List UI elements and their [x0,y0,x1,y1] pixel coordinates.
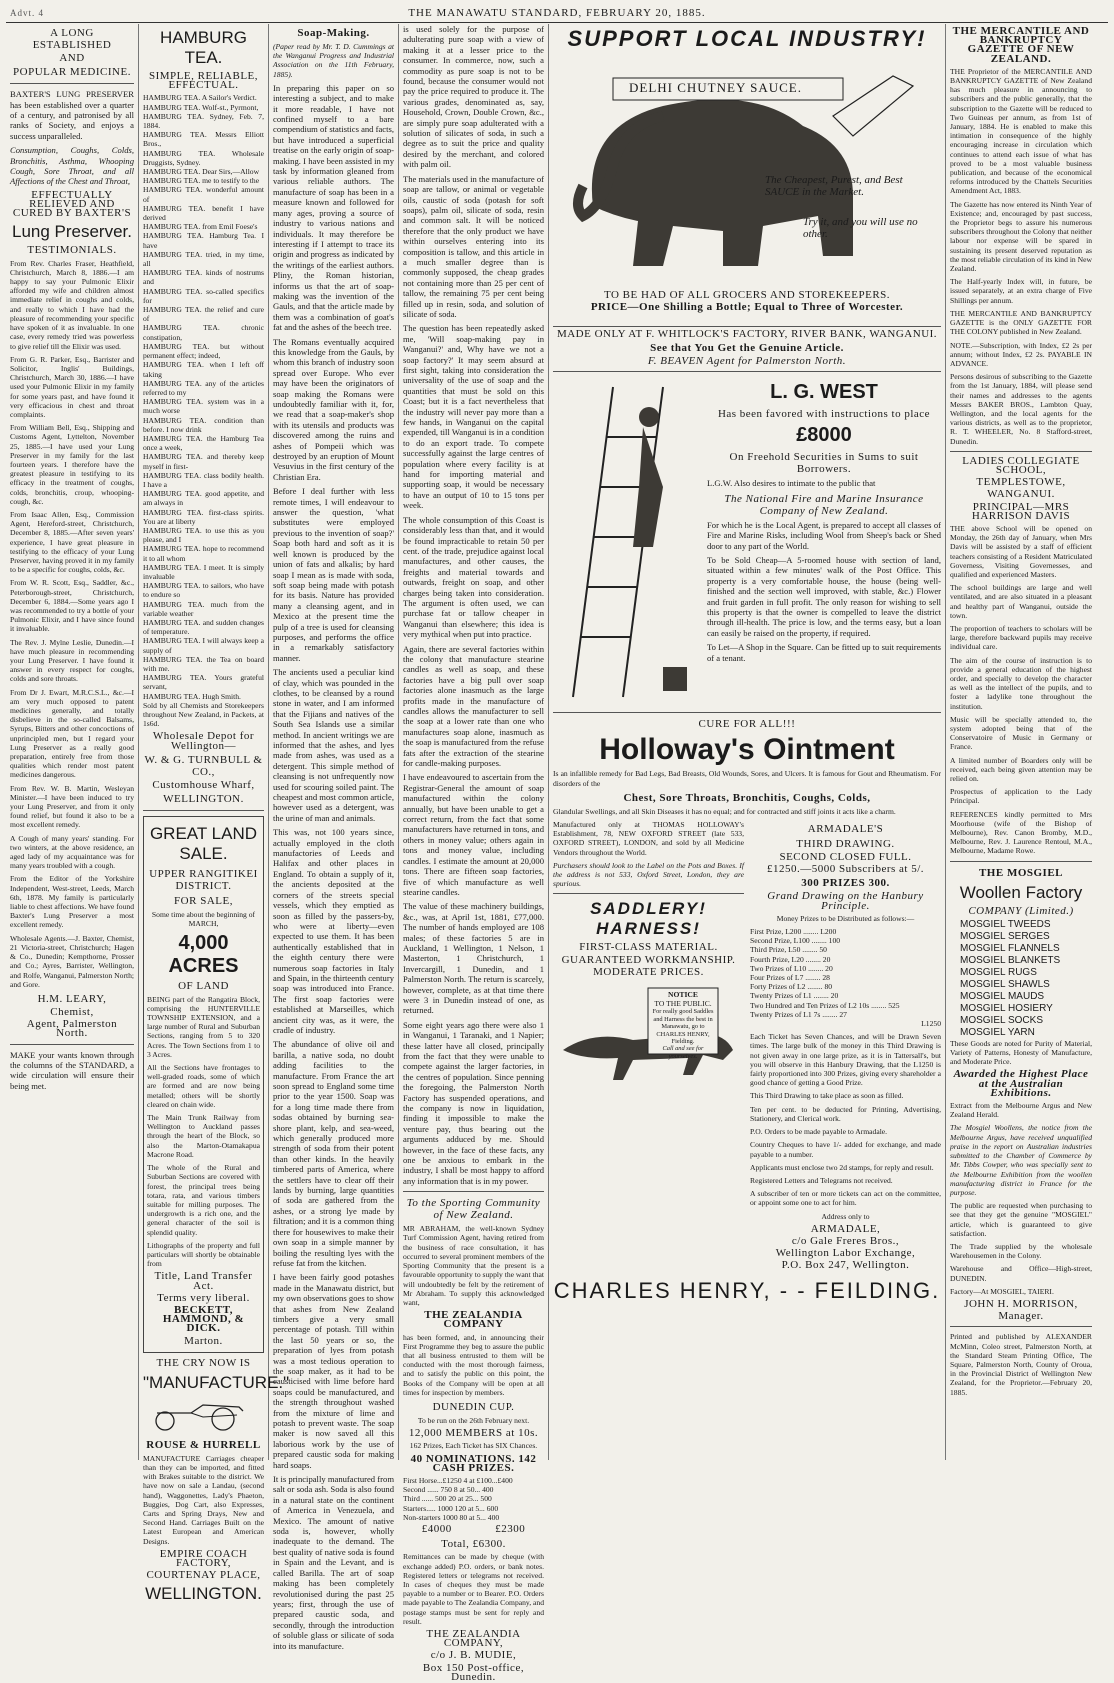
paragraph: has been formed, and, in announcing their First Programme they beg to assure the public that all business entrusted to them will be conducted with the most thorough fairness, and to satisfy the public on this point, the Books of the Company will be open at all times for inspection by members. [403,1332,544,1397]
west-text [703,377,941,707]
list-item: MOSGIEL MAUDS [960,990,1045,1002]
paragraph: Persons desirous of subscribing to the Gazette from the 1st January, 1884, will please send their names and addresses to the agents Messrs BAKER BROS., Lambton Quay, Wellington, and the local agents for the various districts, as well as to the proprietor, R. T. WHEELER, No. 8 Stafford-street, Dunedin. [950,372,1092,446]
heading: Chest, Sore Throats, Bronchitis, Coughs, Colds, [623,791,871,804]
paragraph: Some eight years ago there were also 1 in Wanganui, 1 Taranaki, and 1 Napier; these latter have all closed, principally from the fact that they were unable to compete against the larger factories, in the centres of population. Since penning the foregoing, the Palmerston North Factory has suspended operations, and the company is now in liquidation, finding it impossible to make the venture pay, thus bearing out the arguments adduced by me. Should however, in the face of these facts, any one be anxious to embark in the industry, I shall be most happy to afford any information that is in my power. [403,1019,544,1186]
list-item: HAMBURG TEA. Yours grateful servant, [143,673,264,692]
list-item: HAMBURG TEA. system was in a much worse [143,397,264,416]
heading: Wholesale Depot for Wellington— [152,730,255,752]
heading: 40 NOMINATIONS. 142 CASH PRIZES. [410,1452,537,1474]
paragraph: This was, not 100 years since, actually employed in the cloth manufactories of Leeds and Halifax and other places in England. To obtain a supply of it, the ancients deposited at the corners of the streets special vessels, which they emptied as soon as filled by the passers-by, who were at liberty—even expected to use them. It has been authentically established that in the eighth century there were numerous soap factories in Italy and Spain, in the thirteenth century soap was introduced into France. The first soap factories were established at Marseilles, which ancient city was, as it were, the cradle of industry. [273,827,394,1035]
column-2 [139,24,290,1604]
list-item: HAMBURG TEA. when I left off taking [143,360,264,379]
paragraph: MR ABRAHAM, the well-known Sydney Turf Commission Agent, having retired from the business of race consultation, it has occurred to several prominent members of the Sporting Community that the present is a favourable opportunity to supply the want that will undoubtedly be felt by the retirement of Mr Abraham. To supply this acknowledged want, [403,1224,544,1307]
paragraph: Extract from the Melbourne Argus and New Zealand Herald. [950,1101,1092,1120]
paragraph: THE MERCANTILE AND BANKRUPTCY GAZETTE is the ONLY GAZETTE FOR THE COLONY published in New Zealand. [950,308,1092,337]
heading: UPPER RANGITIKEI DISTRICT. [149,868,258,893]
west-ad [553,377,941,707]
heading: POPULAR MEDICINE. [13,66,131,79]
list-item: HAMBURG TEA. and sudden changes of temperature. [143,617,264,637]
list-item: First Prize, L200 ........ L200 [750,927,837,937]
heading: TEMPLESTOWE, [976,476,1066,489]
heading: DUNEDIN CUP. [432,1400,515,1413]
divider [553,712,941,713]
heading: JOHN H. MORRISON, [964,1297,1078,1310]
paragraph: To Let—A Shop in the Square. Can be fitted up to suit requirements of a tenant. [707,642,942,663]
paragraph: Before I deal further with less remote times, I will endeavour to answer the question, 'what substitutes were employed previous to the invention of soap?' Soap both hard and soft as it is well known is produced by the union of fats and alkalis; by hard soap I mean as is made with soda, soft soap being made with potash for its basis. Nature has provided many a cleansing agent, and in Mexico at the present time the pulp of a tree is used for cleansing purposes, and performs the office in a remarkably satisfactory manner. [273,486,394,663]
banner: SUPPORT LOCAL INDUSTRY! [567,26,927,51]
list-item: HAMBURG TEA. the Hamburg Tea once a week, [143,433,264,453]
paragraph: It is principally manufactured from salt or soda ash. Soda is also found in a natural state on the continent of America in Venezuela, and Mexico. The amount of native soda is, however, wholly inadequate to the demand. The best quality of native soda is found in Spain and the Levant, and is called Barilla. The art of soap making has been completely revolutionised during the past 25 years; first, through the use of prepared caustic soda, and secondly, through the introduction of soluble glass or silicate of soda into its manufacture. [273,1474,394,1651]
heading: PRINCIPAL—MRS HARRISON DAVIS [971,500,1071,522]
heading: W. & G. TURNBULL & CO., [144,753,263,778]
paragraph: The Half-yearly Index will, in future, be issued separately, at an extra charge of Five Shillings per annum. [950,277,1092,305]
list-item: Third ...... 500 20 at 25... 500 [403,1494,492,1504]
list-item: MOSGIEL BLANKETS [960,954,1061,966]
paragraph: THE above School will be opened on Monday, the 26th day of January, when Mrs Davis will be assisted by a staff of efficient teachers consisting of a Resident Matriculated Governess, Visiting Governesses, and qualified and experienced Masters. [950,523,1092,579]
list-item: Twenty Prizes of L1 ........ 20 [750,991,839,1001]
paragraph: The abundance of olive oil and barilla, a native soda, no doubt adding facilities to the manufacture. From France the art soon spread to England some time prior to the year 1500. Soap was for a long time made there from sodas obtained by burning sea-shore plant, kelp, and sea-weed, which generally produced more strength of soda from their potent than other kinds. In the heavily timbered parts of America, where the settlers have to clear off their lands by burning, large quantities of soda are gathered from the ashes, or a strong lye made by filtration; and it is a common thing there for housewives to make their own soap in a simple manner by boiling the resulting lyes with the refuse fat from the kitchen. [273,1039,394,1268]
heading: FIRST-CLASS MATERIAL. [579,941,718,954]
heading: £1250.—5000 Subscribers at 5/. [766,863,925,876]
heading: THIRD DRAWING. [796,838,895,851]
heading: A LONG ESTABLISHED [32,27,112,51]
heading: TESTIMONIALS. [27,244,117,257]
paragraph: MANUFACTURE Carriages cheaper than they can be imported, and fitted with Brakes suitable to the district. We have now on sale a Landau, (second hand), Waggonettes, Lady's Phaeton, Buggies, Dog Cart, also Expresses, Carts and Spring Drays, New and Second Hand. Carriages Built on the Latest European and American Designs. [143,1453,264,1546]
column-5-6 [549,24,946,1460]
charles-henry-footer: CHARLES HENRY, - - FEILDING. [553,1277,941,1303]
testimonial: A Cough of many years' standing. For two winters, at the above residence, an aged lady of my acquaintance was for many years troubled with a cough. [10,833,134,871]
list-item: Twenty Prizes of L1 7s ........ 27 [750,1009,847,1019]
list-item: HAMBURG TEA. Dear Sirs,—Allow [143,167,260,177]
testimonial: From William Bell, Esq., Shipping and Customs Agent, Lyttelton, November 25, 1885.—I have used your Lung Preserver in my family for the last fourteen years. I therefore have the greatest pleasure in testifying to its efficacy in the treatment of coughs, colds, bronchitis, croup, whooping-cough, &c. [10,423,134,506]
heading: Title, Land Transfer Act. [154,1270,253,1292]
paragraph: is used solely for the purpose of adulterating pure soap with a view of making it at a lesser price to the consumer. In commerce, now, such a commodity as pure soap is not to be found, because the consumer would not pay the price required to produce it. The various grades, denominated as, say, Household, Crown, Double Crown, &c., are simply pure soap adulterated with a solution of silicates of soda, in such a degree as to suit the price and quality desired by the merchant, and colored with palm oil. [403,24,544,170]
heading: COMPANY (Limited.) [968,904,1074,917]
list-item: HAMBURG TEA. any of the articles referred to my [143,378,264,397]
paragraph: The Mosgiel Woollens, the notice from the Melbourne Argus, have received unqualified praise in the report on Australian industries submitted to the Chamber of Commerce by Mr. Tibbs Cowper, who was specially sent to the Melbourne Exhibition from the woollen manufacturing district in France for the purpose. [950,1123,1092,1197]
paragraph: The Gazette has now entered its Ninth Year of Existence; and, encouraged by past success, the Proprietor begs to assure his numerous subscribers throughout the Colony that neither labour nor expense will be spared in sustaining its present deserved reputation as the most reliable circulation of its kind in New Zealand. [950,199,1092,274]
paragraph: I have endeavoured to ascertain from the Registrar-General the amount of soap manufactured within the colony annually, but have been unable to get a correct return, from the fact that some manufacturers have returned in tons, and others in money value; others again in tons and money value, including candles. I estimate the amount at 20,000 tons. There are fifteen soap factories, five of which manufacture as well stearine candles. [403,772,544,897]
heading: F. BEAVEN Agent for Palmerston North. [647,355,847,368]
list-item: MOSGIEL SOCKS [960,1014,1043,1026]
heading: THE ZEALANDIA COMPANY [424,1309,523,1331]
testimonial: From G. R. Parker, Esq., Barrister and Solicitor, Inglis' Buildings, Christchurch, March 30, 1886.—I have used your Pulmonic Elixir in my family for some years past, and have found it very efficacious in chest and throat complaints. [10,354,134,419]
list-item: Two Prizes of L10 ........ 20 [750,963,833,973]
list-item: HAMBURG TEA. me to testify to the [143,176,260,186]
heading: AND [59,52,85,64]
paragraph: A subscriber of ten or more tickets can act on the committee, or appoint some one to act for him. [750,1189,941,1208]
column-7 [946,24,1096,1460]
paragraph: To be run on the 26th February next. [417,1415,530,1425]
heading: CURE FOR ALL!!! [698,718,796,731]
paragraph: To be Sold Cheap—A 5-roomed house with section of land, situated within a few minutes' walk of the Post Office. This property is a very comfortable house, the house (being well-finished and the section well improved, with stable, &c.) Flower and fruit garden in full profit. The only reason for wishing to sell this property is that the owner is compelled to leave the district through ill-health. The price is low, and the terms easy, but a loan can easily be raised on the property, if required. [707,555,941,638]
paragraph: A limited number of Boarders only will be received, each being given attention may be relied on. [950,755,1092,784]
try-text: Try it, and you will use no other. [803,216,918,240]
heading: On Freehold Securities in Sums to suit Borrowers. [729,451,919,476]
heading: THE CRY NOW IS [156,1356,251,1369]
heading: 4,000 ACRES [168,932,239,978]
lower-right [750,820,941,1274]
list-item: HAMBURG TEA. the relief and cure of [143,305,264,324]
heading: Awarded the Highest Place at the Australian Exhibitions. [953,1068,1089,1099]
paragraph: The proportion of teachers to scholars will be large, therefore backward pupils may receive individual care. [950,623,1092,652]
testimonial: The Rev. J. Mylne Leslie, Dunedin.—I have much pleasure in recommending your Lung Preserver. I have found it answer in every respect for coughs, colds and sore throats. [10,637,134,684]
heading: LADIES COLLEGIATE SCHOOL, [962,454,1080,476]
paragraph: Sold by all Chemists and Storekeepers throughout New Zealand, in Packets, at 1s6d. [143,700,264,729]
masthead [6,4,1108,23]
heading: c/o J. B. MUDIE, [430,1649,517,1662]
list-item: HAMBURG TEA. Sydney, Feb. 7, 1884. [143,111,264,131]
heading: £8000 [796,424,852,447]
heading: THE ZEALANDIA COMPANY, [426,1628,521,1650]
list-item: Fourth Prize, L20 ........ 20 [750,954,831,964]
heading: EMPIRE COACH FACTORY, [159,1547,248,1569]
paragraph: The whole consumption of this Coast is considerably less than that, and it would be found impracticable to retain 50 per cent. of the trade, prejudice against local manufactures, and other causes, the freights and material towards and outwards, freight on soap, and other charges being taken into consideration. The argument is often used, we can purchase fat or tallow cheaper in Wanganui than elsewhere; this idea is very mythical when put into practice. [403,514,544,640]
list-item: HAMBURG TEA. condition than before. I now drink [143,415,264,434]
list-item: HAMBURG TEA. to use this as you please, and I [143,525,264,545]
total: £2300 [495,1522,526,1535]
list-item: HAMBURG TEA. so-called specifics for [143,286,264,305]
byline: (Paper read by Mr. T. D. Cummings at the Wanganui Progress and Industrial Association on the 11th February, 1885). [273,42,394,79]
divider [143,810,264,811]
divider [950,1326,1092,1327]
heading: SIMPLE, RELIABLE, EFFECTUAL. [148,70,259,92]
divider [10,83,134,84]
saddlery-illustration [553,980,744,1090]
heading: L. G. WEST [770,381,878,404]
list-item: HAMBURG TEA. the Tea on board with me. [143,654,264,673]
paragraph: Money Prizes to be Distributed as follows:— [776,913,915,923]
heading: "MANUFACTURE." [143,1372,290,1392]
notice-body: For really good Saddles and Harness the best in Manawatu, go to CHARLES HENRY, Fielding. [652,1008,714,1046]
testimonial: From W. R. Scott, Esq., Saddler, &c., Peterborough-street, Christchurch, December 6, 1884.—Some years ago I was recommended to try a bottle of your Pulmonic Elixir, and I have since found it invaluable. [10,578,134,634]
paragraph: 162 Prizes, Each Ticket has SIX Chances. [409,1441,538,1451]
list-item: Four Prizes of L7 ........ 28 [750,973,830,983]
agents: Wholesale Agents.—J. Baxter, Chemist, 21 Victoria-street, Christchurch; Hagen & Co., Dunedin; Kempthorne, Prosser and Co.; Ayres, Barrister, Wellington, and Rolfe, Wanganui, Palmerston North; and Gore. [10,933,134,989]
list-item: HAMBURG TEA. benefit I have derived [143,203,264,223]
heading: See that You Get the Genuine Article. [650,342,844,355]
heading: MADE ONLY AT F. WHITLOCK'S FACTORY, RIVER BANK, WANGANUI. [556,328,938,340]
paragraph: The materials used in the manufacture of soap are tallow, or animal or vegetable oils, caustic of soda (potash for soft soaps), palm oil, silicate of soda, resin and common salt. It will be noticed therefore that the only product we have within ourselves entering into its composition is tallow, and this article in a much smaller degree than is commonly supposed, the cheap grades not containing more than 25 per cent of tallow, the remaining 75 per cent being filled up in resin, soda, and solution of silicate of soda. [403,173,544,319]
list-item: MOSGIEL TWEEDS [960,918,1051,930]
prize-list [403,1476,544,1522]
list-item: Two Hundred and Ten Prizes of L2 10s ........ 525 [750,1000,900,1010]
paragraph: P.O. Orders to be made payable to Armadale. [750,1127,888,1137]
divider [553,371,941,372]
page-number: Advt. 4 [10,8,44,18]
paragraph: Warehouse and Office—High-street, DUNEDIN. [950,1264,1092,1283]
paragraph: Remittances can be made by cheque (with exchange added) P.O. orders, or bank notes. Registered letters or telegrams not received. In cases of cheques they must be made payable to a number or to Bearer. P.O. Orders made payable to The Zealandia Company, and postage stamps must be sent for reply and result. [403,1552,544,1626]
heading: 12,000 MEMBERS at 10s. [408,1427,539,1440]
paragraph: The school buildings are large and well ventilated, and are also situated in a pleasant and healthy part of Wanganui, outside the town. [950,583,1092,620]
heading: GUARANTEED WORKMANSHIP. [561,953,736,966]
paragraph: Some time about the beginning of MARCH, [151,910,256,929]
heading: Manager. [998,1310,1044,1323]
list-item: First Horse...£1250 4 at £100...£400 [403,1475,513,1485]
heading: WELLINGTON. [163,793,244,806]
paragraph: In preparing this paper on so interesting a subject, and to make it more readable, I have not confined myself to a bare compendium of statistics and facts, but have introduced a superficial treatise on the early origin of soap-making. I have been assisted in my task by information gleaned from various reliable authors. The manufacture of soap has been in a measure known and followed for many ages, proving a source of industry to various nations and individuals. It may therefore be interesting if I attempt to trace its origin and progress as indicated by the writings of the earliest authors. Pliny, the Roman historian, informs us that the art of soap-making was the invention of the Gauls, and that the article made by them was a combination of goat's fat and the ashes of the beech tree. [273,82,395,333]
heading: WELLINGTON. [145,1584,262,1604]
paragraph: For which he is the Local Agent, is prepared to accept all classes of Fire and Marine Risks, including Wool from Sheep's back or Shed door to any part of the World. [707,519,941,551]
lower-ads [553,820,941,1274]
list-item: HAMBURG TEA. I meet. It is simply invaluable [143,562,264,581]
testimonial: From the Editor of the Yorkshire Independent, West-street, Leeds, March 6th, 1878. My family is particularly liable to chest affections. We have found Baxter's Lung Preserver a most excellent remedy. [10,874,134,930]
paragraph: BEING part of the Rangatira Block, comprising the HUNTERVILLE TOWNSHIP EXTENSION, and a large number of Rural and Suburban Sections, ranging from 5 to 320 Acres. The Town Sections from 1 to 3 Acres. [147,994,260,1059]
testimonial: From Isaac Allen, Esq., Commission Agent, Hereford-street, Christchurch, December 8, 1885.—After seven years' experience, I have great pleasure in testifying to the efficacy of your Lung Preserver, having proved it in my family to be a specific for coughs, colds, &c. [10,509,134,575]
list-item: HAMBURG TEA. much from the variable weather [143,599,264,618]
painter-ladder-illustration [553,377,703,707]
total: £4000 [421,1522,452,1535]
list-item: Second ...... 750 8 at 50... 400 [403,1485,494,1495]
list-item: HAMBURG TEA. from Emil Foese's [143,222,258,232]
mosgiel-list [950,919,1092,1039]
heading: EFFECTUALLY RELIEVED AND CURED BY BAXTER'S [12,188,132,220]
heading: Has been favored with instructions to place [717,408,931,421]
heading: Terms very liberal. [157,1291,250,1304]
paragraph: Address only to [821,1211,870,1221]
lower-left [553,820,744,1274]
chutney-title: DELHI CHUTNEY SAUCE. [629,80,802,95]
list-item: HAMBURG TEA. tried, in my time, all [143,249,264,269]
list-item: HAMBURG TEA. kinds of nostrums and [143,268,264,287]
heading: COURTENAY PLACE, [146,1569,261,1582]
heading: The National Fire and Marine Insurance Company of New Zealand. [724,492,924,517]
chutney-ad [553,56,941,327]
paragraph: The Main Trunk Railway from Wellington to Auckland passes through the heart of the Block, so also the Marton-Otamakapua Macrone Road. [147,1113,260,1159]
holloway-title: Holloway's Ointment [599,733,895,767]
heading: Wellington Labor Exchange, [775,1247,916,1260]
paragraph: MAKE your wants known through the columns of the STANDARD, a wide circulation will ensure their being met. [10,1049,134,1091]
column-3 [269,24,399,1651]
masthead-title: THE MANAWATU STANDARD, FEBRUARY 20, 1885. [408,7,706,19]
divider [950,451,1092,452]
testimonial: From Rev. Charles Fraser, Heathfield, Christchurch, March 8, 1886.—I am happy to say your Pulmonic Elixir afforded my wife and children almost immediate relief in coughs and colds, and really to which I have had the pleasure of recommending your specific have spoken of it as invaluable. In one case, every remedy tried was powerless to give relief till the Elixir was used. [10,258,134,351]
paragraph: THE Proprietor of the MERCANTILE AND BANKRUPTCY GAZETTE of New Zealand has much pleasure in announcing to subscribers and the public generally, that the subscription to the Gazette will be reduced to Two Guineas per annum, as from 1st of January, 1884. He is enabled to make this intimation in consequence of the highly encouraging increase in circulation which continues to attend each issue of what has proved to be a most valuable business publication, and because of the economical reforms introduced by the Chattels Securities Amendment Act, 1883. [950,66,1092,196]
heading: c/o Gale Freres Bros., [791,1234,900,1247]
paragraph: Lithographs of the property and full particulars will shortly be obtainable from [147,1240,260,1269]
paragraph: Prospectus of application to the Lady Principal. [950,787,1092,806]
heading: Box 150 Post-office, Dunedin. [422,1661,525,1683]
paragraph: The ancients used a peculiar kind of clay, which was pounded in the clothes, to be cleansed by a round stone in water, and I am informed that the Fijians and natives of the South Sea Islands use a similar method. In ancient writings we are informed that the ashes, and lyes made from ashes, was used as a detergent. This simple method of cleansing is not unfrequently now used for scouring soiled paint. The cheapest and most common article, however used as a detergent, was the urine of man and animals. [273,667,394,823]
article-title: Soap-Making. [297,27,370,39]
paragraph: Consumption, Coughs, Colds, Bronchitis, Asthma, Whooping Cough, Sore Throat, and all Affections of the Chest and Throat, [10,145,134,187]
total: Total, £6300. [441,1538,506,1551]
list-item: HAMBURG TEA. good appetite, and am always in [143,489,264,508]
testimonial: From Rev. W. B. Martin, Wesleyan Minister.—I have been induced to try your Lung Preserver, and from it only found relief, but found it also to be a most excellent remedy. [10,783,134,830]
list-item: MOSGIEL SHAWLS [960,978,1050,990]
paragraph: All the Sections have frontages to well-graded roads, some of which are formed and are now being metalled; others will be shortly cleared on chain wide. [147,1063,260,1109]
list-item: MOSGIEL YARN [960,1026,1035,1038]
paragraph: The public are requested when purchasing to see that they get the genuine "MOSGIEL" article, which is guaranteed to give satisfaction. [950,1201,1092,1238]
paragraph: Registered Letters and Telegrams not received. [750,1175,893,1185]
paragraph: REFERENCES kindly permitted to Mrs Moorhouse (wife of the Bishop of Melbourne), Rev. Canon Bromby, M.D., Melbourne, Rev. J. Laurence Rentoul, M.A., Melbourne, Madame Rowe. [950,809,1092,856]
heading: THE MERCANTILE AND BANKRUPTCY GAZETTE OF NEW ZEALAND. [952,25,1090,65]
heading: Grand Drawing on the Hanbury Principle. [767,890,924,912]
heading: Marton. [184,1334,223,1347]
list-item: HAMBURG TEA. Hugh Smith. [143,691,241,701]
testimonial: From Dr J. Ewart, M.R.C.S.L., &c.—I am very much opposed to patent medicines generally, and totally disbelieve in the so-called Balsams, Syrups, Bitters and other concoctions of unprincipled men, but I regard your Lung Preserver as a really good preparation, entirely free from those qualities which render most patent medicines dangerous. [10,687,134,780]
hamburg-list [143,93,264,700]
paragraph: BAXTER'S LUNG PRESERVER has been established over a quarter of a century, and patronised by all ranks of Society, and enjoys a success unparalleled. [10,89,134,141]
list-item: HAMBURG TEA. and thereby keep myself in first- [143,452,264,471]
heading: MODERATE PRICES. [593,965,704,978]
heading: SECOND CLOSED FULL. [779,851,912,864]
chutney-footer [553,288,941,315]
list-item: MOSGIEL RUGS [960,966,1037,978]
list-item: HAMBURG TEA. I will always keep a supply of [143,636,264,655]
paragraph: Ten per cent. to be deducted for Printing, Advertising, Stationery, and Clerical work. [750,1104,941,1123]
list-item: MOSGIEL HOSIERY [960,1002,1053,1014]
heading: Customhouse Wharf, [152,778,255,791]
paragraph: The question has been repeatedly asked me, 'Will soap-making pay in Wanganui?' and, Why have we not a soap factory?' It may seem absurd at first sight, taking into consideration the universality of the use of soap and the quantities that must be sold on this Coast; but it is a fact nevertheless that the industry will never pay more than a few hands, in Wanganui on the capital expended, till Wanganui is in a condition to do an export trade. To compete successfully against the large centres of population where every facility is at hand for importing material and supporting soap, it would be necessary to have an output of 10 to 15 tons per week. [403,323,544,511]
paragraph: NOTE.—Subscription, with Index, £2 2s per annum; without Index, £2 2s. PAYABLE IN ADVANCE. [950,340,1092,368]
signature: H.M. LEARY, [37,992,107,1005]
paragraph: I have been fairly good potashes made in the Manawatu district, but my own observations goes to show that ashes from New Zealand timbers give a very small percentage of potash. Till within the last 50 years or so, the preparation of lyes from potash was a most tedious operation to the soap maker, as it had to be causticised with lime before hard soaps could be manufactured, and the strength throughout washed from the mixture of lime and potash to prevent waste. The soap maker is now saved all this laborious work by the use of prepared caustic soda for making hard soaps. [273,1272,394,1470]
paragraph: Factory—At MOSGIEL, TAIERI. [950,1286,1054,1296]
heading: WANGANUI. [987,488,1055,501]
heading: THE MOSGIEL [978,866,1064,879]
heading: ARMADALE, [810,1222,881,1235]
heading: ARMADALE'S [807,823,884,836]
land-sale-ad [143,816,264,1353]
paragraph: This Third Drawing to take place as soon as filled. [750,1091,904,1101]
paragraph: Each Ticket has Seven Chances, and will be Drawn Seven times. The large bulk of the money in this Third Drawing is not given away in one large prize, as it is in Tattersall's, but you will observe in this Hanbury Drawing, that the L1250 is fairly proportioned into 300 Prizes, giving every shareholder a good chance of getting a Good Prize. [750,1032,941,1088]
saddlery-title: SADDLERY! HARNESS! [590,899,707,939]
list-item: HAMBURG TEA. chronic constipation, [143,323,264,342]
armadale-list [750,927,941,1019]
notice-call: Call and see for yourselves. [662,1045,704,1060]
column-4 [399,24,549,1683]
divider [553,893,744,894]
imprint: Printed and published by ALEXANDER McMinn, Coleo street, Palmerston North, at the Standard Steam Printing Office, The Square, Palmerston North, County of Oroua, in the Provincial District of Wellington New Zealand, for the Proprietor.—February 20, 1885. [950,1332,1092,1397]
paragraph: Country Cheques to have 1/- added for exchange, and made payable to a number. [750,1140,941,1159]
list-item: MOSGIEL SERGES [960,930,1050,942]
paragraph: Manufactured only at THOMAS HOLLOWAY's Establishment, 78, NEW OXFORD STREET (late 533, OXFORD STREET), LONDON, and sold by all Medicine Vendors throughout the World. [553,820,744,857]
heading: HAMBURG TEA. [160,28,247,67]
paragraph: Again, there are several factories within the colony that manufacture stearine candles as well as soap, and these factories have a big pull over soap factories alone inasmuch as the large profits made in the manufacture of candles allows the manufacturer to sell the soap at a lower rate than one who manufactures soap alone, inasmuch as the soap is manufactured from the refuse fats after the extraction of the stearine for candle-making purposes. [403,643,544,769]
cheapest-text: The Cheapest, Purest, and Best SAUCE in the Market. [765,174,903,198]
list-item: HAMBURG TEA. A Sailor's Verdict. [143,93,257,103]
paragraph: L.G.W. Also desires to intimate to the public that [707,478,876,489]
paragraph: The value of these machinery buildings, &c., was, at April 1st, 1881, £77,000. The number of hands employed are 108 males; of these factories 5 are in Auckland, 1 Wellington, 1 Nelson, 1 Masterton, 1 Christchurch, 1 Invercargill, 1 Dunedin, and 1 Palmerston North. The return is scarcely, however, complete, as at that time there were 3 in Dunedin instead of one, as returned. [403,901,544,1016]
paragraph: The Trade supplied by the wholesale Warehousemen in the Colony. [950,1241,1092,1261]
signature: Chemist, [50,1005,94,1018]
heading: To the Sporting Community of New Zealand. [406,1197,541,1222]
paragraph: Music will be specially attended to, the system adopted being that of the Conservatoire of Music in Germany or France. [950,714,1092,752]
list-item: HAMBURG TEA. Hamburg Tea. I have [143,231,264,250]
paragraph: Applicants must enclose two 2d stamps, for reply and result. [750,1162,934,1172]
heading: BECKETT, HAMMOND, & DICK. [162,1303,245,1335]
paragraph: Purchasers should look to the Label on the Pots and Boxes. If the address is not 533, Oxford Street, London, they are spurious. [553,860,744,889]
heading: P.O. Box 247, Wellington. [781,1259,910,1272]
list-item: HAMBURG TEA. class bodily health. I have a [143,470,264,489]
paragraph: The aim of the course of instruction is to provide a general education of the highest order, and specially to develop the character as well as the intellect of the pupils, and to foster a ladylike tone throughout the institution. [950,655,1092,711]
paragraph: The whole of the Rural and Suburban Sections are covered with forest, the principal trees being totara, rata, and various timbers suitable for milling purposes. The undergrowth is a rich one, and the general character of the soil is splendid quality. [147,1163,260,1237]
product-title: Lung Preserver. [11,222,132,242]
list-item: HAMBURG TEA. but without permanent effect; indeed, [143,341,264,361]
paragraph: These Goods are noted for Purity of Material, Variety of Patterns, Honesty of Manufacture, and Moderate Price. [950,1038,1092,1067]
heading: GREAT LAND SALE. [149,824,258,864]
column-1 [6,24,139,1460]
totals [403,1522,544,1537]
list-item: Non-starters 1000 80 at 5... 400 [403,1512,500,1522]
paragraph: Glandular Swellings, and all Skin Diseases it has no equal; and for contracted and stiff joints it acts like a charm. [553,806,896,816]
divider [10,1044,134,1045]
list-item: MOSGIEL FLANNELS [960,942,1060,954]
notice-sub: TO THE PUBLIC. [654,999,712,1009]
list-item: Starters..... 1000 120 at 5... 600 [403,1503,499,1513]
list-item: HAMBURG TEA. Wolf-st., Pyrmont, [143,102,259,112]
heading: PRICE—One Shilling a Bottle; Equal to Three of Worcester. [590,301,904,314]
heading: Woollen Factory [959,882,1083,902]
list-item: HAMBURG TEA. Messrs Elliott Bros., [143,130,264,149]
list-item: HAMBURG TEA. wonderful amount of [143,185,264,204]
list-item: Third Prize, L50 ........ 50 [750,945,827,955]
list-item: Forty Prizes of L2 ........ 80 [750,982,833,992]
heading: FOR SALE, [174,895,233,908]
heading: OF LAND [178,980,229,993]
list-item: HAMBURG TEA. first-class spirits. You are at liberty [143,507,264,526]
paragraph: The Romans eventually acquired this knowledge from the Gauls, by whom this branch of industry soon spread over Europe. Who ever may have been the originators of soap making the Romans were undoubtedly familiar with it, for, we read that a soap-maker's shop with its utensils and products was discovered among the ruins and ashes of Pompeii which was destroyed by an eruption of Mount Vesuvius in the first century of the Christian Era. [273,336,394,482]
heading: TO BE HAD OF ALL GROCERS AND STOREKEEPERS. [603,289,891,301]
heading: 300 PRIZES 300. [801,877,890,890]
carriage-illustration [143,1397,263,1431]
list-item: Second Prize, L100 ........ 100 [750,936,841,946]
total: L1250 [921,1019,941,1029]
notice-title: NOTICE [668,990,698,1000]
divider [403,1191,544,1192]
list-item: HAMBURG TEA. Wholesale Druggists, Sydney. [143,148,264,167]
divider [950,861,1092,862]
columns [6,24,1108,1683]
heading: ROUSE & HURRELL [146,1438,261,1451]
list-item: HAMBURG TEA. hope to recommend it to all whom [143,544,264,563]
paragraph: Is an infallible remedy for Bad Legs, Bad Breasts, Old Wounds, Sores, and Ulcers. It is famous for Gout and Rheumatism. For disorders of the [553,769,941,788]
notice-sign [651,990,715,1060]
signature: Agent, Palmerston North. [26,1018,118,1040]
list-item: HAMBURG TEA. to sailors, who have to endure so [143,581,264,600]
